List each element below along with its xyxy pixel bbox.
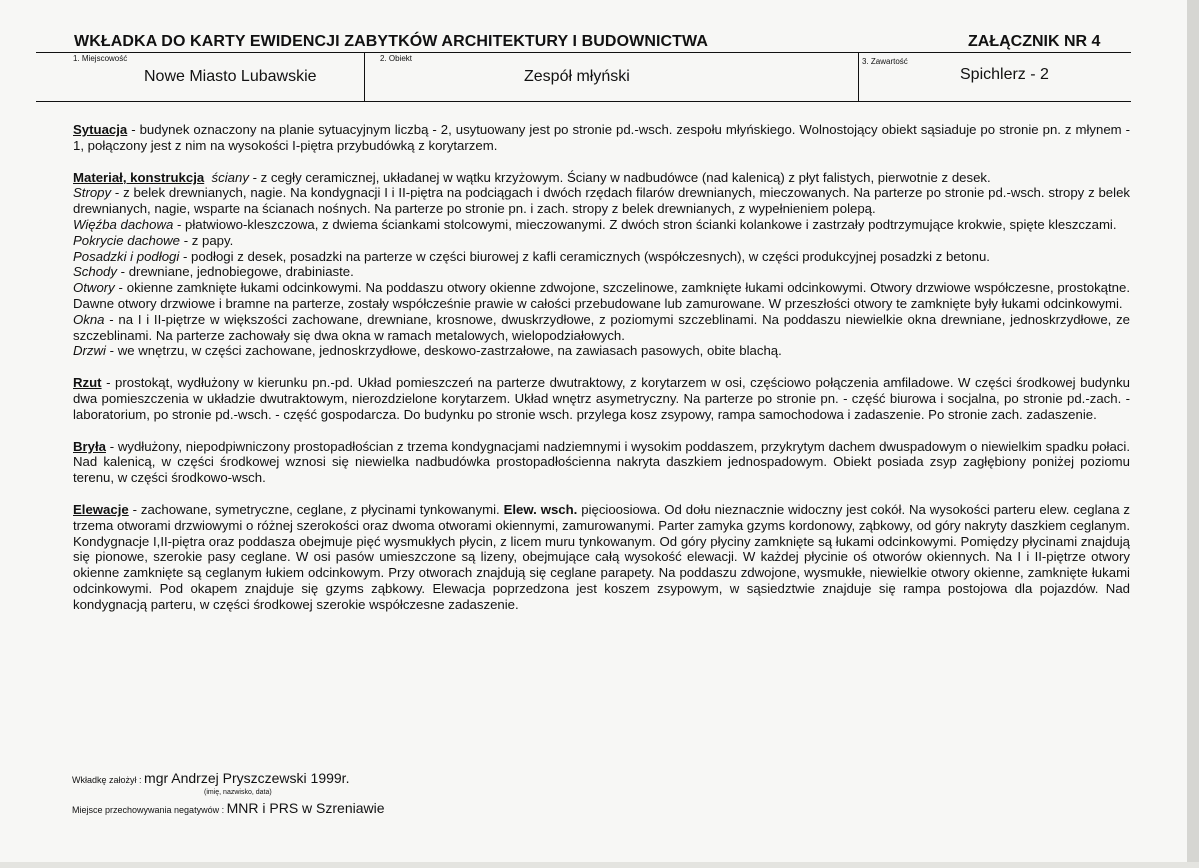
section-heading: Materiał, konstrukcja xyxy=(73,169,205,185)
term-text: - z belek drewnianych, nagie. Na kondygnacji I i II-piętra na podciągach i dwóch rzędach filarów drewnianych, mieczowanych. Na parterze po stronie pd.-wsch. stropy z belek drewnianych, nagie, wsparte na ścianach nośnych. Na parterze po stronie pn. i zach. stropy z belek drewnianych, z wypełnieniem polepą. xyxy=(73,185,1130,217)
section-text: pięcioosiowa. Od dołu nieznacznie widoczny jest cokół. Na wysokości parteru elew. ceglana z trzema otworami drzwiowymi o różnej szerokości oraz dwoma otworami okiennymi, zamurowanymi. Parter zamyka gzyms kordonowy, ząbkowy, od góry nakryty daszkiem ceglanym. Kondygnacje I,II-piętra oraz poddasza obejmuje pięć wysmukłych płycin, z licem muru tynkowanym. Od góry płyciny zamknięte są łukami odcinkowymi. Pomiędzy płycinami znajdują się pionowe, szerokie pasy ceglane. W osi pasów umieszczone są lizeny, obejmujące całą wysokość elewacji. W każdej płycinie oś otworów okiennych. Na I i II-piętrze otwory okienne zamknięte są ceglanym łukiem odcinkowym. Przy otworach znajdują się ceglane parapety. Na poddaszu zdwojone, wysmukłe, niewielkie otwory okienne, zamknięte łukami odcinkowymi. Pod okapem znajduje się gzyms ząbkowy. Elewacja poprzedzona jest koszem zsypowym, w sąsiedztwie znajduje się rampa postojowa dla pojazdów. Nad kondygnacją parteru, w części środkowej szerokie współczesne zadaszenie. xyxy=(73,501,1131,612)
annex-number: ZAŁĄCZNIK NR 4 xyxy=(968,33,1101,50)
section-heading: Rzut xyxy=(73,375,102,391)
term-text: - we wnętrzu, w części zachowane, jednoskrzydłowe, deskowo-zastrzałowe, na zawiasach pasowych, obite blachą. xyxy=(105,343,782,359)
section-heading: Elewacje xyxy=(73,501,129,517)
material-line xyxy=(73,170,1130,186)
section-heading: Bryła xyxy=(73,438,106,454)
section-text: - budynek oznaczony na planie sytuacyjnym liczbą - 2, usytuowany jest po stronie pd.-wsch. zespołu młyńskiego. Wolnostojący obiekt sąsiaduje po stronie pn. z młynem - 1, połączony jest z nim na wysokości I-piętra przybudówką z korytarzem. xyxy=(73,122,1130,153)
section-bold-term: Elew. wsch. xyxy=(503,501,578,517)
term: Otwory xyxy=(73,280,115,296)
header-top-rule xyxy=(36,52,1131,53)
founded-value: mgr Andrzej Pryszczewski 1999r. xyxy=(144,770,350,786)
header-divider-1 xyxy=(364,52,365,101)
term: Pokrycie dachowe xyxy=(73,232,181,248)
footer-storage xyxy=(72,800,385,816)
term: Okna xyxy=(73,311,105,327)
material-line xyxy=(73,312,1130,344)
term: Drzwi xyxy=(73,343,106,359)
section-situation xyxy=(73,122,1130,154)
header-divider-2 xyxy=(858,52,859,101)
document-body xyxy=(73,122,1130,629)
term-text: - okienne zamknięte łukami odcinkowymi. Na poddaszu otwory okienne zdwojone, szczelinowe, zamknięte łukami odcinkowymi. Otwory drzwiowe współczesne, prostokątne. Dawne otwory drzwiowe i bramne na parterze, zostały współcześnie prawie w całości przebudowane lub zamurowane. W przeszłości otwory te zamknięte były łukami odcinkowymi. xyxy=(73,280,1130,311)
section-heading: Sytuacja xyxy=(73,122,128,137)
term-text: - drewniane, jednobiegowe, drabiniaste. xyxy=(117,264,354,280)
material-line xyxy=(73,249,1130,265)
page-edge xyxy=(1187,0,1199,868)
material-line xyxy=(73,280,1130,312)
term: ściany xyxy=(211,169,249,185)
material-line xyxy=(73,343,1130,359)
term: Stropy xyxy=(73,185,112,201)
term: Więźba dachowa xyxy=(73,216,174,232)
header-bottom-rule xyxy=(36,101,1131,102)
page-bottom-edge xyxy=(0,862,1199,868)
field-label-locality: 1. Miejscowość xyxy=(73,54,128,63)
founded-label: Wkładkę założył : xyxy=(72,775,142,785)
term-text: - z cegły ceramicznej, układanej w wątku krzyżowym. Ściany w nadbudówce (nad kalenicą) z płyt falistych, pierwotnie z desek. xyxy=(248,169,991,185)
storage-label: Miejsce przechowywania negatywów : xyxy=(72,805,225,815)
footer-founded xyxy=(72,770,349,786)
section-text: - zachowane, symetryczne, ceglane, z płycinami tynkowanymi. xyxy=(128,501,504,517)
field-value-locality: Nowe Miasto Lubawskie xyxy=(144,68,317,85)
field-label-content: 3. Zawartość xyxy=(862,57,908,66)
footer-founded-hint: (imię, nazwisko, data) xyxy=(204,789,272,796)
section-text: - wydłużony, niepodpiwniczony prostopadłościan z trzema kondygnacjami nadziemnymi i wysokim poddaszem, przykrytym dachem dwuspadowym o niewielkim spadku połaci. Nad kalenicą, w części środkowej wznosi się niewielka nadbudówka prostopadłościenna nakryta daszkiem jednospadowym. Obiekt posiada zsyp zagłębiony poniżej poziomu terenu, w części środkowo-wsch. xyxy=(73,438,1130,486)
term-text: - podłogi z desek, posadzki na parterze w części biurowej z kafli ceramicznych (współczesnych), w części produkcyjnej posadzki z betonu. xyxy=(179,248,990,264)
material-line xyxy=(73,185,1130,217)
document-title: WKŁADKA DO KARTY EWIDENCJI ZABYTKÓW ARCHITEKTURY I BUDOWNICTWA xyxy=(74,33,709,50)
storage-value: MNR i PRS w Szreniawie xyxy=(226,800,385,816)
material-line xyxy=(73,217,1130,233)
section-material xyxy=(73,170,1130,360)
material-line xyxy=(73,264,1130,280)
field-label-object: 2. Obiekt xyxy=(380,54,413,63)
section-massing xyxy=(73,439,1130,486)
field-value-content: Spichlerz - 2 xyxy=(960,66,1049,83)
term-text: - na I i II-piętrze w większości zachowane, drewniane, krosnowe, dwuskrzydłowe, z poziomymi szczeblinami. Na poddaszu niewielkie okna drewniane, jednoskrzydłowe, ze szczeblinami. Na parterze zachowały się dwa okna w ramach metalowych, wielopodziałowych. xyxy=(73,311,1130,343)
section-plan xyxy=(73,375,1130,422)
material-line xyxy=(73,233,1130,249)
term: Posadzki i podłogi xyxy=(73,248,180,264)
section-elevations xyxy=(73,502,1130,613)
section-text: - prostokąt, wydłużony w kierunku pn.-pd. Układ pomieszczeń na parterze dwutraktowy, z korytarzem w osi, częściowo połączenia amfiladowe. W części środkowej budynku dwa pomieszczenia w układzie dwutraktowym, nierozdzielone korytarzem. Układ wnętrz asymetryczny. Na parterze po stronie pn. - część biurowa i socjalna, po stronie pd.-zach. - laboratorium, po stronie pd.-wsch. - część gospodarcza. Do budynku po stronie wsch. przylega kosz zsypowy, rampa samochodowa i zadaszenie. Po stronie zach. zadaszenie. xyxy=(73,375,1130,422)
term-text: - z papy. xyxy=(180,232,234,248)
term: Schody xyxy=(73,264,117,280)
term-text: - płatwiowo-kleszczowa, z dwiema ściankami stolcowymi, mieczowanymi. Z dwóch stron ścianki kolankowe i zastrzały podtrzymujące krokwie, spięte kleszczami. xyxy=(173,216,1117,232)
field-value-object: Zespół młyński xyxy=(524,68,630,85)
